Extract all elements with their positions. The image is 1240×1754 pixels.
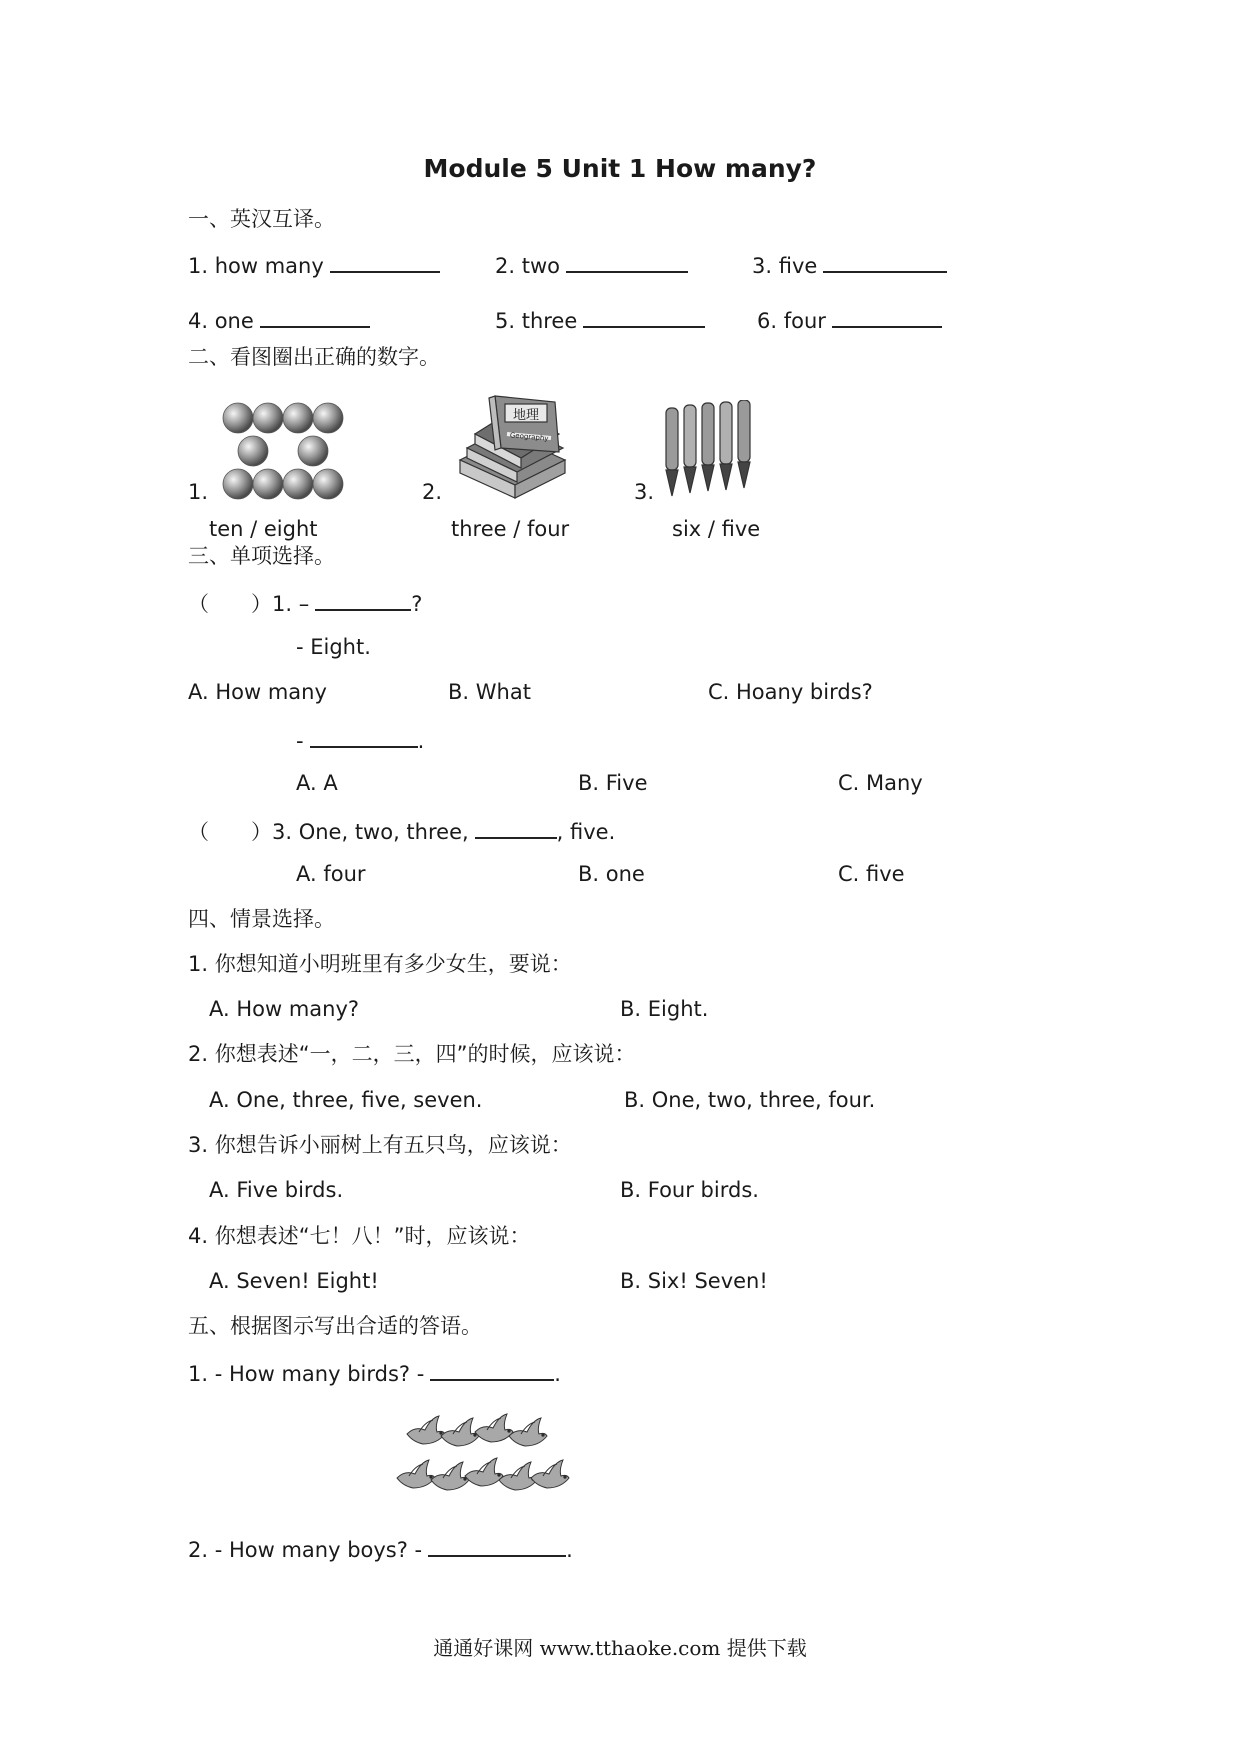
translate-item-5: 5. three xyxy=(495,304,705,335)
answer-blank[interactable] xyxy=(583,304,705,328)
situation-option-a: A. One, three, five, seven. xyxy=(209,1088,483,1112)
translate-item-1: 1. how many xyxy=(188,249,440,280)
birds-picture xyxy=(395,1410,570,1506)
option-a: A. A xyxy=(296,771,338,795)
option-a: A. four xyxy=(296,862,366,886)
pens-picture xyxy=(660,400,760,502)
answer-blank[interactable] xyxy=(832,304,942,328)
answer-blank[interactable] xyxy=(823,249,947,273)
answer-blank[interactable] xyxy=(260,304,370,328)
option-c: C. Hoany birds? xyxy=(708,680,873,704)
book-title-text: 地理 xyxy=(512,408,540,423)
picture-number-1: 1. xyxy=(188,480,209,504)
picture-choice-1: ten / eight xyxy=(209,517,318,541)
answer-blank[interactable] xyxy=(315,587,411,611)
section3-heading: 三、单项选择。 xyxy=(188,544,335,568)
option-b: B. What xyxy=(448,680,531,704)
situation-option-a: A. Seven! Eight! xyxy=(209,1269,379,1293)
situation-option-a: A. How many? xyxy=(209,997,360,1021)
picture-number-3: 3. xyxy=(634,480,655,504)
section2-heading: 二、看图圈出正确的数字。 xyxy=(188,345,440,369)
balls-picture xyxy=(220,400,350,504)
answer-blank[interactable] xyxy=(430,1357,554,1381)
choice-question-2: - . xyxy=(296,724,424,755)
situation-question-1: 1. 你想知道小明班里有多少女生，要说： xyxy=(188,952,572,976)
books-picture xyxy=(455,390,575,508)
book-label-text: Geography xyxy=(509,431,549,443)
picture-choice-3: six / five xyxy=(672,517,761,541)
option-c: C. Many xyxy=(838,771,923,795)
situation-option-b: B. Six! Seven! xyxy=(620,1269,768,1293)
situation-question-3: 3. 你想告诉小丽树上有五只鸟，应该说： xyxy=(188,1133,572,1157)
situation-option-b: B. Four birds. xyxy=(620,1178,759,1202)
situation-question-2: 2. 你想表述“一，二，三，四”的时候，应该说： xyxy=(188,1042,636,1066)
section4-heading: 四、情景选择。 xyxy=(188,907,335,931)
picture-number-2: 2. xyxy=(422,480,443,504)
choice-question-1: （ ）1. – ? xyxy=(188,587,422,618)
translate-item-2: 2. two xyxy=(495,249,688,280)
section1-heading: 一、英汉互译。 xyxy=(188,207,335,231)
answer-blank[interactable] xyxy=(330,249,440,273)
answer-blank[interactable] xyxy=(428,1533,566,1557)
picture-choice-2: three / four xyxy=(451,517,570,541)
situation-question-4: 4. 你想表述“七！八！”时，应该说： xyxy=(188,1224,531,1248)
choice-question-3: （ ）3. One, two, three, , five. xyxy=(188,815,615,846)
situation-option-b: B. Eight. xyxy=(620,997,709,1021)
footer-download-note: 通通好课网 www.tthaoke.com 提供下载 xyxy=(433,1636,807,1660)
answer-blank[interactable] xyxy=(475,815,557,839)
picture-answer-question-2: 2. - How many boys? - . xyxy=(188,1533,573,1564)
choice-question-1-answer: - Eight. xyxy=(296,635,371,659)
picture-answer-question-1: 1. - How many birds? - . xyxy=(188,1357,561,1388)
option-b: B. Five xyxy=(578,771,648,795)
section5-heading: 五、根据图示写出合适的答语。 xyxy=(188,1314,482,1338)
translate-item-3: 3. five xyxy=(752,249,947,280)
option-b: B. one xyxy=(578,862,645,886)
situation-option-b: B. One, two, three, four. xyxy=(624,1088,876,1112)
situation-option-a: A. Five birds. xyxy=(209,1178,344,1202)
option-c: C. five xyxy=(838,862,905,886)
translate-item-6: 6. four xyxy=(757,304,942,335)
answer-blank[interactable] xyxy=(566,249,688,273)
answer-blank[interactable] xyxy=(310,724,418,748)
page-title: Module 5 Unit 1 How many? xyxy=(423,154,817,183)
option-a: A. How many xyxy=(188,680,327,704)
translate-item-4: 4. one xyxy=(188,304,370,335)
